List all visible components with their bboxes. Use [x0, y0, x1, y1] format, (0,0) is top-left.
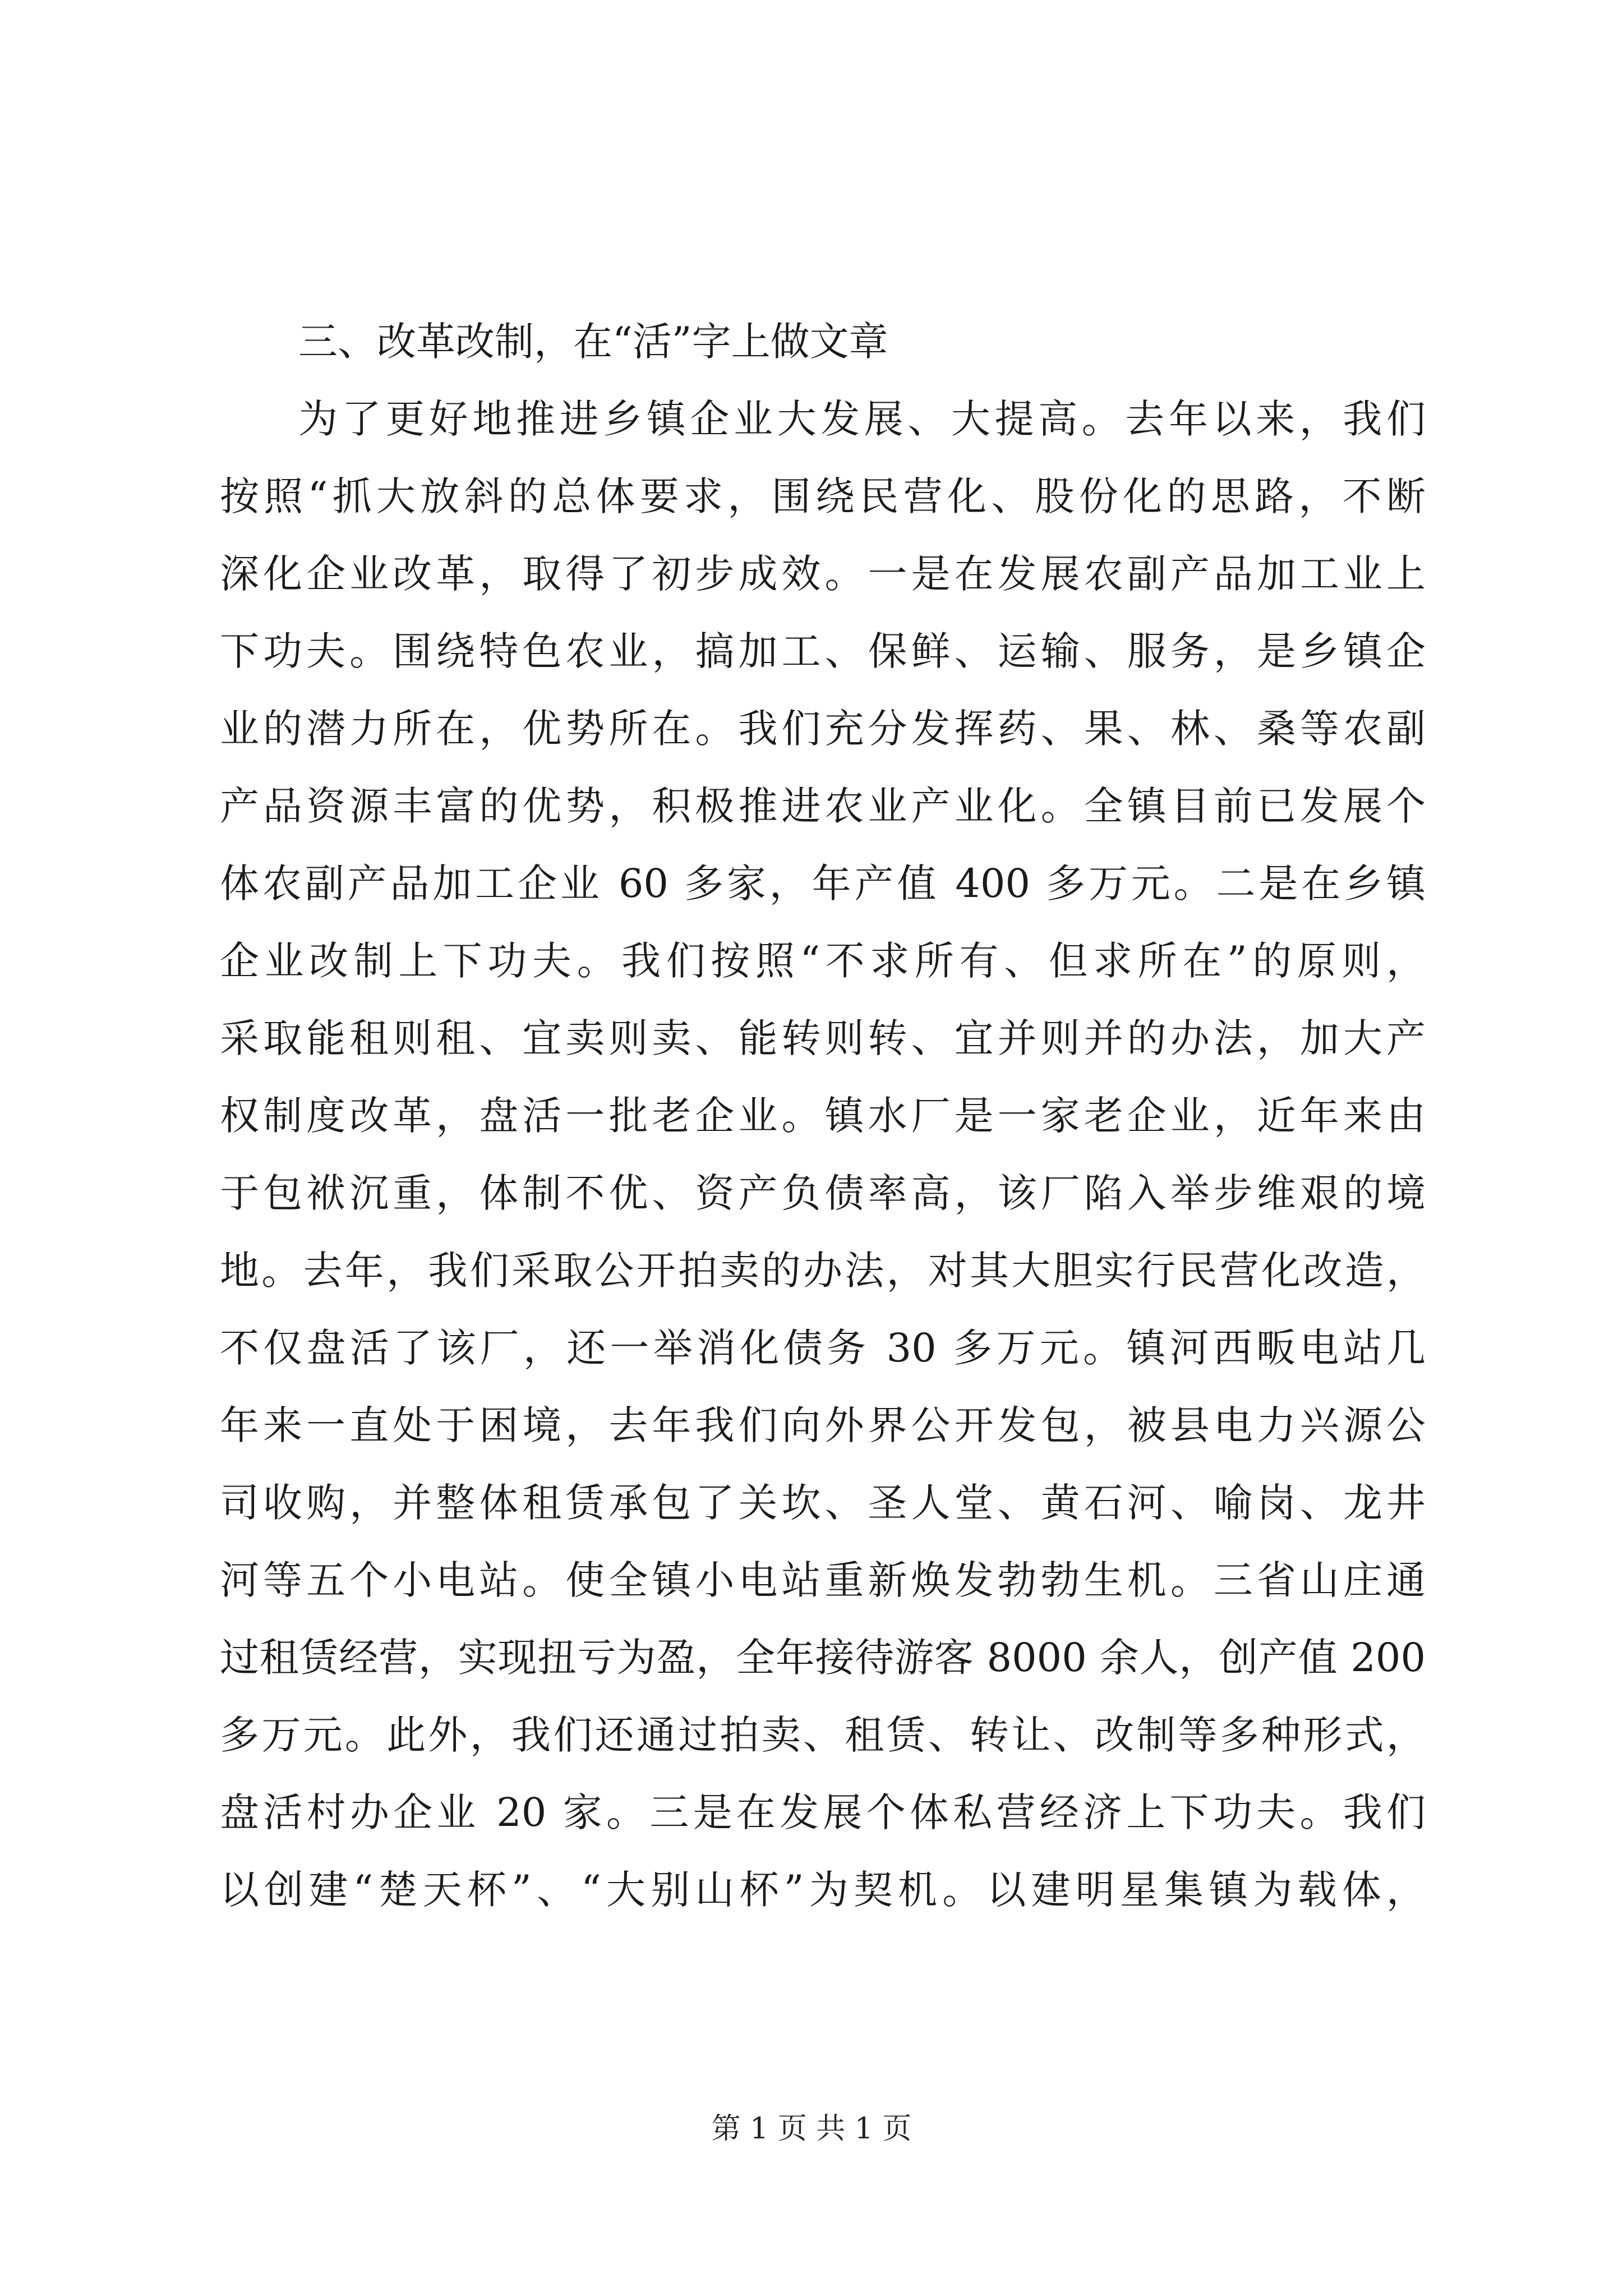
paragraph-line: 企业改制上下功夫。我们按照“不求所有、但求所在”的原则， — [220, 938, 1426, 984]
paragraph-line: 采取能租则租、宜卖则卖、能转则转、宜并则并的办法，加大产 — [220, 1015, 1426, 1061]
paragraph-line: 盘活村办企业 20 家。三是在发展个体私营经济上下功夫。我们 — [220, 1789, 1426, 1835]
paragraph-line: 河等五个小电站。使全镇小电站重新焕发勃勃生机。三省山庄通 — [220, 1557, 1426, 1603]
paragraph-line: 多万元。此外，我们还通过拍卖、租赁、转让、改制等多种形式， — [220, 1712, 1426, 1758]
paragraph-line: 业的潜力所在，优势所在。我们充分发挥药、果、林、桑等农副 — [220, 706, 1426, 752]
page-number-label: 第 1 页 共 1 页 — [711, 2112, 912, 2146]
section-heading: 三、改革改制，在“活”字上做文章 — [298, 319, 888, 365]
page-footer — [0, 2109, 1623, 2148]
paragraph-line: 于包袱沉重，体制不优、资产负债率高，该厂陷入举步维艰的境 — [220, 1170, 1426, 1216]
paragraph-line: 地。去年，我们采取公开拍卖的办法，对其大胆实行民营化改造， — [220, 1248, 1426, 1294]
paragraph-line: 不仅盘活了该厂，还一举消化债务 30 多万元。镇河西畈电站几 — [220, 1325, 1426, 1371]
paragraph-line: 司收购，并整体租赁承包了关坎、圣人堂、黄石河、喻岗、龙井 — [220, 1480, 1426, 1526]
paragraph-line: 为了更好地推进乡镇企业大发展、大提高。去年以来，我们 — [298, 396, 1426, 442]
document-body — [220, 303, 1426, 1929]
paragraph-line: 下功夫。围绕特色农业，搞加工、保鲜、运输、服务，是乡镇企 — [220, 628, 1426, 674]
paragraph-line: 按照“抓大放斜的总体要求，围绕民营化、股份化的思路，不断 — [220, 473, 1426, 519]
paragraph-line: 年来一直处于困境，去年我们向外界公开发包，被县电力兴源公 — [220, 1402, 1426, 1448]
paragraph-line: 产品资源丰富的优势，积极推进农业产业化。全镇目前已发展个 — [220, 783, 1426, 829]
paragraph-line: 以创建“楚天杯”、“大别山杯”为契机。以建明星集镇为载体， — [220, 1867, 1426, 1913]
paragraph-line: 深化企业改革，取得了初步成效。一是在发展农副产品加工业上 — [220, 551, 1426, 597]
paragraph-line: 过租赁经营，实现扭亏为盈，全年接待游客 8000 余人，创产值 200 — [220, 1635, 1426, 1681]
paragraph-line: 权制度改革，盘活一批老企业。镇水厂是一家老企业，近年来由 — [220, 1093, 1426, 1139]
paragraph-line: 体农副产品加工企业 60 多家，年产值 400 多万元。二是在乡镇 — [220, 861, 1426, 907]
